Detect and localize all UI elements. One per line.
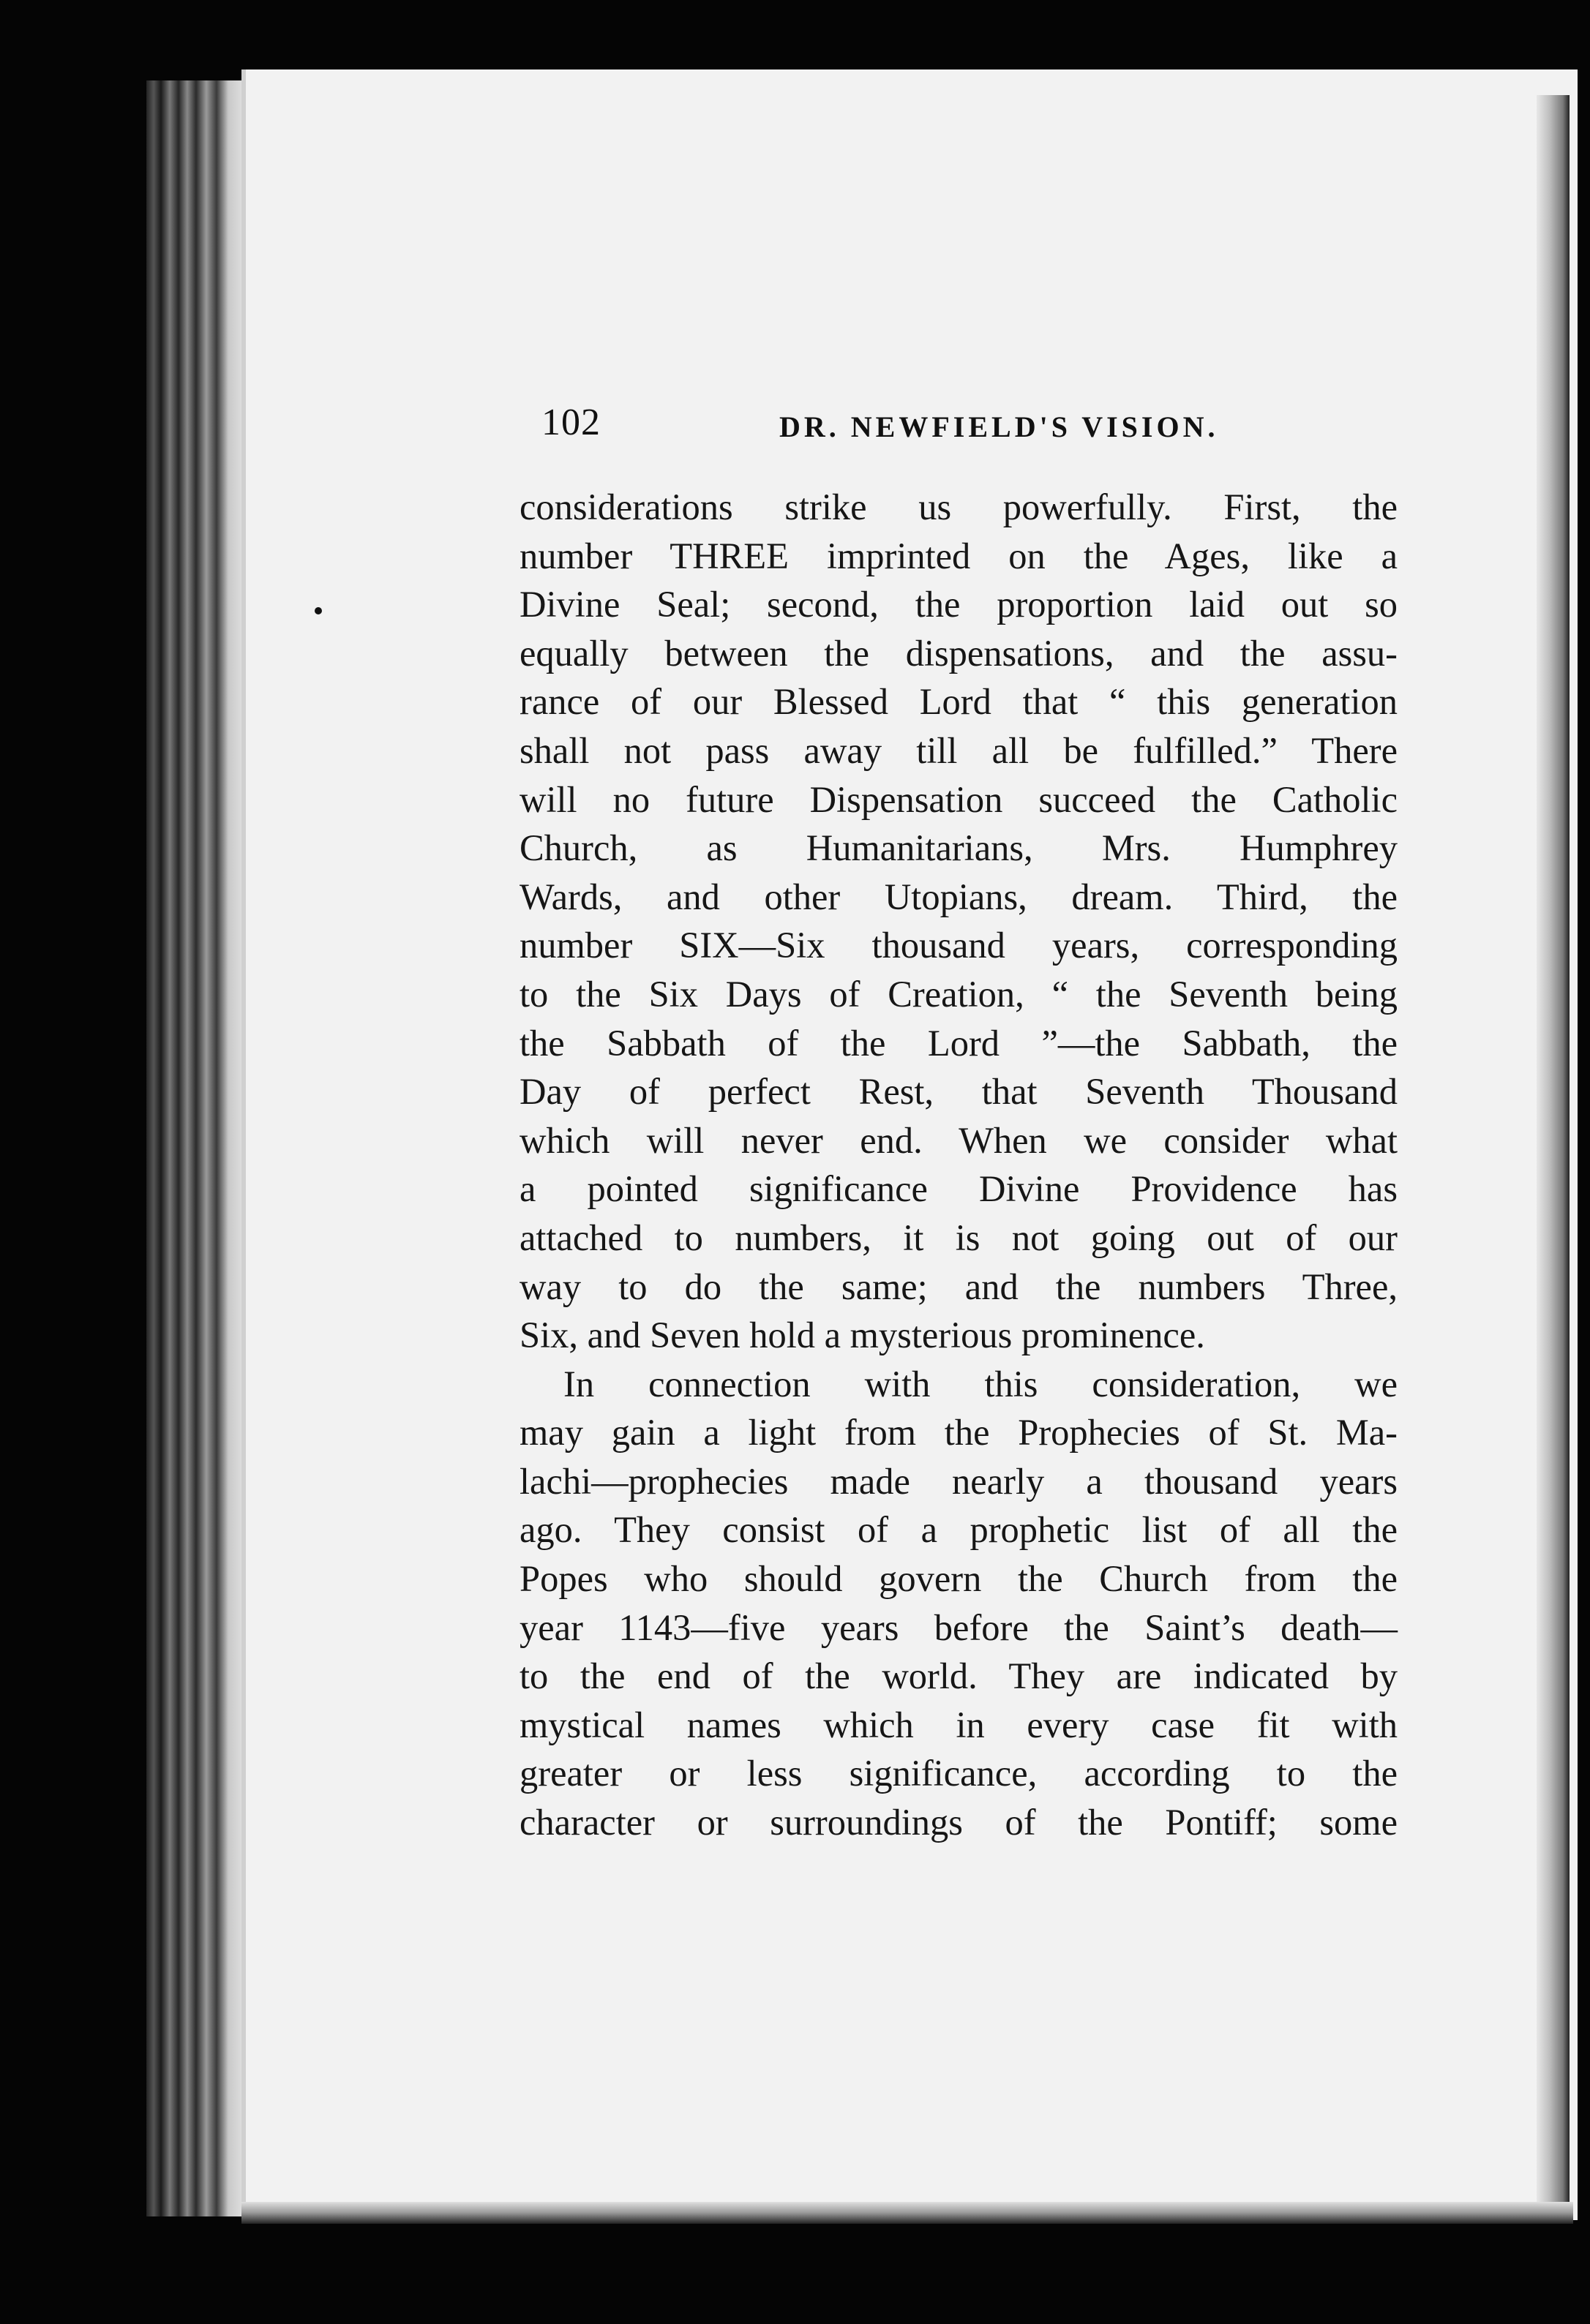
text-line: Day of perfect Rest, that Seventh Thousand bbox=[520, 1071, 1398, 1113]
text-line: way to do the same; and the numbers Three, bbox=[520, 1266, 1398, 1307]
text-line: may gain a light from the Prophecies of St. Ma- bbox=[520, 1412, 1398, 1454]
text-line: number THREE imprinted on the Ages, like a bbox=[520, 535, 1398, 576]
text-line: Divine Seal; second, the proportion laid out so bbox=[520, 584, 1398, 625]
text-line: the Sabbath of the Lord ”—the Sabbath, the bbox=[520, 1022, 1398, 1064]
page-bottom-edge bbox=[241, 2202, 1573, 2224]
running-title: DR. NEWFIELD'S VISION. bbox=[779, 410, 1219, 443]
text-line: ago. They consist of a prophetic list of all the bbox=[520, 1509, 1398, 1551]
body-text bbox=[520, 483, 1398, 1847]
text-line: attached to numbers, it is not going out of our bbox=[520, 1216, 1398, 1258]
text-line: equally between the dispensations, and the assu- bbox=[520, 632, 1398, 674]
text-line: Popes who should govern the Church from the bbox=[520, 1558, 1398, 1600]
page-right-edge bbox=[1537, 95, 1570, 2216]
running-head bbox=[541, 401, 1420, 452]
text-line: number SIX—Six thousand years, corresponding bbox=[520, 925, 1398, 966]
text-line: character or surroundings of the Pontiff; some bbox=[520, 1802, 1398, 1843]
paragraph-end-line: Six, and Seven hold a mysterious prominence. bbox=[520, 1315, 1205, 1356]
text-line: rance of our Blessed Lord that “ this generation bbox=[520, 681, 1398, 723]
text-line: greater or less significance, according to the bbox=[520, 1753, 1398, 1794]
page-number: 102 bbox=[541, 402, 601, 443]
text-line: to the Six Days of Creation, “ the Seventh being bbox=[520, 973, 1398, 1015]
text-line: shall not pass away till all be fulfilled.” There bbox=[520, 729, 1398, 771]
text-line: will no future Dispensation succeed the Catholic bbox=[520, 778, 1398, 820]
book-gutter bbox=[146, 80, 249, 2216]
text-line: to the end of the world. They are indicated by bbox=[520, 1655, 1398, 1697]
text-line: Wards, and other Utopians, dream. Third, the bbox=[520, 876, 1398, 917]
text-line: considerations strike us powerfully. First, the bbox=[520, 486, 1398, 527]
text-line: Church, as Humanitarians, Mrs. Humphrey bbox=[520, 827, 1398, 869]
text-line: lachi—prophecies made nearly a thousand years bbox=[520, 1460, 1398, 1502]
paragraph-start-line: In connection with this consideration, we bbox=[563, 1363, 1398, 1404]
text-line: year 1143—five years before the Saint’s death— bbox=[520, 1606, 1398, 1648]
ink-speck bbox=[315, 607, 322, 614]
text-line: mystical names which in every case fit with bbox=[520, 1704, 1398, 1745]
text-line: a pointed significance Divine Providence has bbox=[520, 1168, 1398, 1210]
text-line: which will never end. When we consider what bbox=[520, 1119, 1398, 1161]
